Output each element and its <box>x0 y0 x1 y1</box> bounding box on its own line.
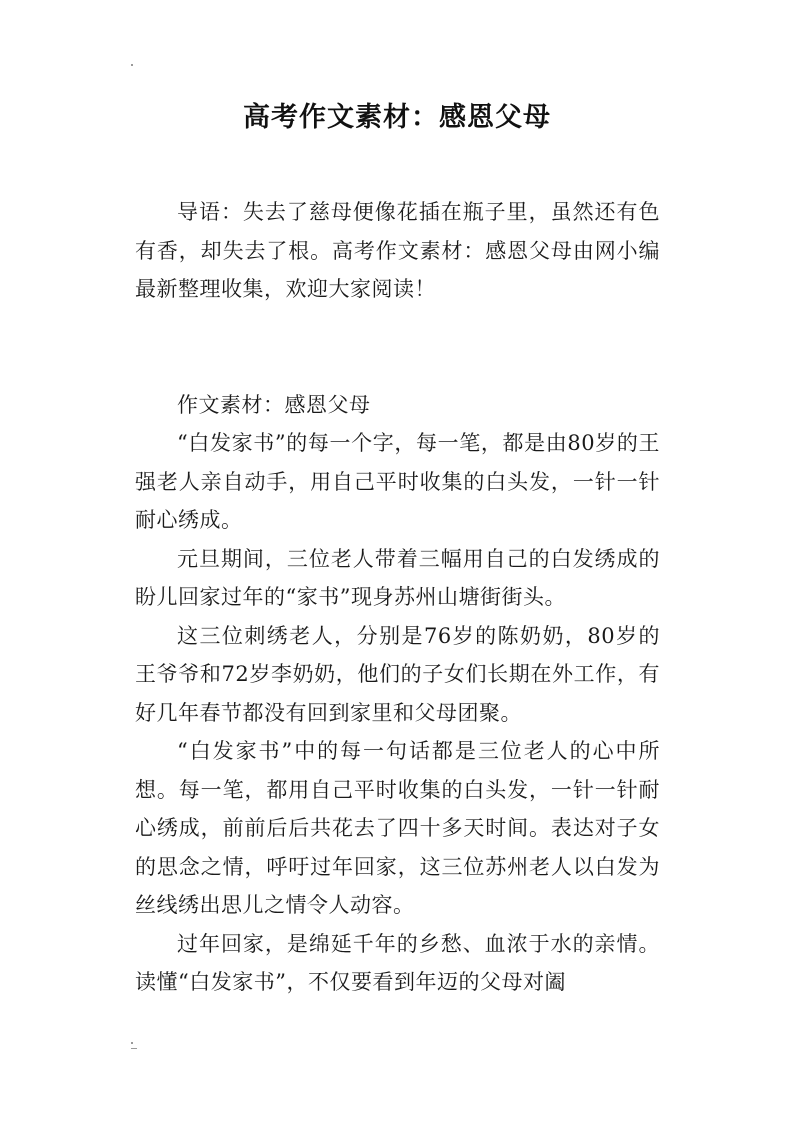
body-paragraph-5: 过年回家，是绵延千年的乡愁、血浓于水的亲情。读懂“白发家书”，不仅要看到年迈的父母对阖 <box>135 931 660 994</box>
document-title: 高考作文素材：感恩父母 <box>243 102 551 133</box>
body-paragraph-1: “白发家书”的每一个字，每一笔，都是由80岁的王强老人亲自动手，用自己平时收集的白头发，一针一针耐心绣成。 <box>135 431 660 532</box>
intro-paragraph: 导语：失去了慈母便像花插在瓶子里，虽然还有色有香，却失去了根。高考作文素材：感恩父母由网小编最新整理收集，欢迎大家阅读！ <box>135 200 660 301</box>
crop-mark-bottom <box>131 1042 133 1044</box>
body-paragraph-3: 这三位刺绣老人，分别是76岁的陈奶奶，80岁的王爷爷和72岁李奶奶，他们的子女们长期在外工作，有好几年春节都没有回到家里和父母团聚。 <box>135 623 660 725</box>
body-paragraph-2: 元旦期间，三位老人带着三幅用自己的白发绣成的盼儿回家过年的“家书”现身苏州山塘街街头。 <box>135 546 660 609</box>
section-heading: 作文素材：感恩父母 <box>177 392 371 417</box>
document-body <box>135 193 660 1002</box>
crop-mark-top <box>131 64 133 66</box>
paragraph-spacer <box>135 309 660 386</box>
crop-mark-bottom-line <box>131 1048 137 1049</box>
body-paragraph-4: “白发家书”中的每一句话都是三位老人的心中所想。每一笔，都用自己平时收集的白头发，一针一针耐心绣成，前前后后共花去了四十多天时间。表达对子女的思念之情，呼吁过年回家，这三位苏州老人以白发为丝线绣出思儿之情令人动容。 <box>135 739 660 917</box>
